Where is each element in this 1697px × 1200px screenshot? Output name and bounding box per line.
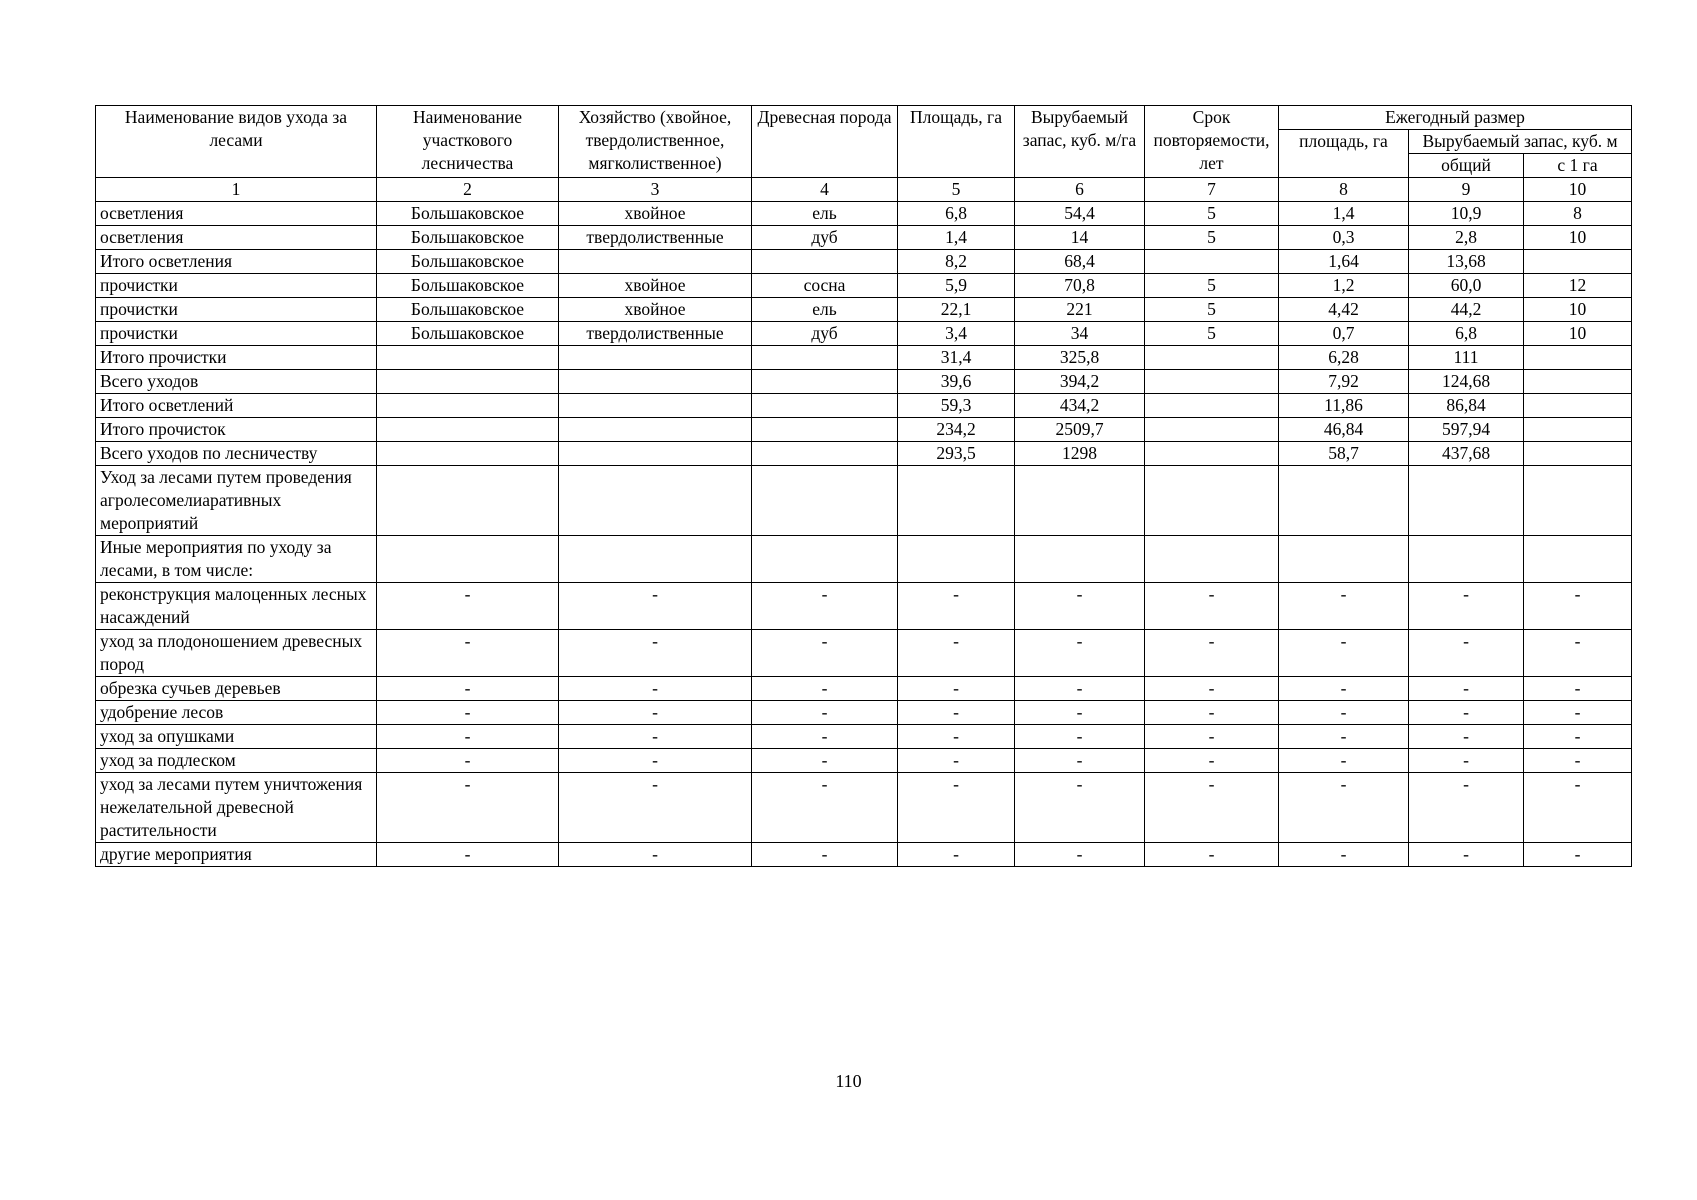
table-row [96,226,1632,250]
column-number-row [96,178,1632,202]
cell-volume: - [1015,749,1145,773]
cell-volume-total: 44,2 [1409,298,1524,322]
table-row [96,677,1632,701]
cell-species: ель [752,202,898,226]
cell-economy: - [559,701,752,725]
cell-volume-per-ha: 10 [1524,322,1632,346]
cell-repeat-period [1145,370,1279,394]
cell-repeat-period: - [1145,583,1279,630]
cell-economy: - [559,583,752,630]
cell-repeat-period: - [1145,701,1279,725]
cell-species: - [752,725,898,749]
cell-volume-per-ha [1524,250,1632,274]
cell-volume-per-ha: - [1524,677,1632,701]
cell-economy: хвойное [559,202,752,226]
cell-economy [559,370,752,394]
cell-forestry: - [377,843,559,867]
cell-repeat-period [1145,250,1279,274]
cell-annual-area: - [1279,773,1409,843]
cell-annual-area: 1,4 [1279,202,1409,226]
cell-area: - [898,677,1015,701]
cell-forestry: Большаковское [377,202,559,226]
cell-volume: - [1015,843,1145,867]
cell-volume: - [1015,630,1145,677]
cell-species [752,442,898,466]
cell-species [752,418,898,442]
cell-care-type: уход за подлеском [96,749,377,773]
cell-volume-per-ha: 12 [1524,274,1632,298]
cell-species: - [752,749,898,773]
cell-volume-per-ha: - [1524,843,1632,867]
cell-species [752,370,898,394]
cell-forestry: Большаковское [377,250,559,274]
column-number: 5 [898,178,1015,202]
cell-care-type: Итого осветлений [96,394,377,418]
cell-volume: - [1015,725,1145,749]
header-species: Древесная порода [752,106,898,178]
cell-annual-area: - [1279,630,1409,677]
cell-repeat-period [1145,466,1279,536]
table-row [96,250,1632,274]
table-row [96,346,1632,370]
cell-annual-area [1279,466,1409,536]
cell-area: - [898,773,1015,843]
cell-area: - [898,583,1015,630]
cell-forestry [377,466,559,536]
cell-area: - [898,843,1015,867]
cell-species: - [752,843,898,867]
cell-volume-total: 124,68 [1409,370,1524,394]
table-row [96,630,1632,677]
table-row [96,843,1632,867]
cell-care-type: прочистки [96,298,377,322]
cell-forestry: - [377,773,559,843]
table-row [96,536,1632,583]
cell-volume-per-ha [1524,346,1632,370]
cell-economy [559,418,752,442]
cell-repeat-period: 5 [1145,322,1279,346]
cell-forestry: - [377,583,559,630]
cell-repeat-period: 5 [1145,274,1279,298]
cell-species: ель [752,298,898,322]
cell-volume: - [1015,583,1145,630]
cell-repeat-period: - [1145,773,1279,843]
table-row [96,202,1632,226]
cell-area: 39,6 [898,370,1015,394]
cell-annual-area: - [1279,583,1409,630]
table-row [96,466,1632,536]
header-volume: Вырубаемый запас, куб. м/га [1015,106,1145,178]
table-row [96,701,1632,725]
cell-care-type: Уход за лесами путем проведения агролесомелиаративных мероприятий [96,466,377,536]
cell-forestry: - [377,677,559,701]
cell-economy [559,466,752,536]
page-number: 110 [835,1071,862,1091]
cell-volume: - [1015,701,1145,725]
cell-area: 6,8 [898,202,1015,226]
cell-annual-area: - [1279,749,1409,773]
cell-species: - [752,773,898,843]
cell-volume-per-ha: 10 [1524,226,1632,250]
cell-area: 59,3 [898,394,1015,418]
column-number: 7 [1145,178,1279,202]
cell-forestry: - [377,630,559,677]
cell-forestry [377,418,559,442]
cell-annual-area: - [1279,701,1409,725]
cell-care-type: осветления [96,226,377,250]
cell-economy: хвойное [559,298,752,322]
cell-species: - [752,630,898,677]
cell-care-type: осветления [96,202,377,226]
cell-volume-per-ha: - [1524,773,1632,843]
table-row [96,274,1632,298]
cell-volume-per-ha [1524,418,1632,442]
cell-area: 293,5 [898,442,1015,466]
cell-repeat-period: 5 [1145,226,1279,250]
cell-care-type: уход за плодоношением древесных пород [96,630,377,677]
cell-area [898,466,1015,536]
cell-volume: 68,4 [1015,250,1145,274]
table-header [96,106,1632,202]
cell-species [752,394,898,418]
cell-volume-per-ha [1524,466,1632,536]
table-row [96,394,1632,418]
cell-forestry: - [377,749,559,773]
cell-volume-per-ha: - [1524,749,1632,773]
cell-annual-area: 0,7 [1279,322,1409,346]
cell-volume-total: - [1409,843,1524,867]
cell-area: - [898,749,1015,773]
cell-volume: 70,8 [1015,274,1145,298]
header-repeat-period: Срок повторяемости, лет [1145,106,1279,178]
cell-repeat-period: - [1145,843,1279,867]
header-annual-size: Ежегодный размер [1279,106,1632,130]
header-annual-volume: Вырубаемый запас, куб. м [1409,130,1632,154]
column-number: 2 [377,178,559,202]
cell-volume-per-ha [1524,394,1632,418]
cell-volume-total: 597,94 [1409,418,1524,442]
cell-volume: 34 [1015,322,1145,346]
cell-volume: - [1015,773,1145,843]
cell-species [752,346,898,370]
cell-volume-total: 111 [1409,346,1524,370]
cell-repeat-period: - [1145,630,1279,677]
table-row [96,749,1632,773]
table-row [96,298,1632,322]
cell-care-type: Всего уходов по лесничеству [96,442,377,466]
cell-economy [559,394,752,418]
cell-volume-total: 60,0 [1409,274,1524,298]
cell-volume-total: - [1409,773,1524,843]
cell-volume-total: 86,84 [1409,394,1524,418]
cell-volume-total: - [1409,630,1524,677]
cell-repeat-period: - [1145,677,1279,701]
column-number: 10 [1524,178,1632,202]
cell-economy [559,250,752,274]
cell-area: 3,4 [898,322,1015,346]
cell-area: 22,1 [898,298,1015,322]
cell-area: 31,4 [898,346,1015,370]
cell-volume-total: - [1409,749,1524,773]
header-volume-per-ha: с 1 га [1524,154,1632,178]
table-row [96,773,1632,843]
cell-volume: 54,4 [1015,202,1145,226]
cell-economy: - [559,773,752,843]
cell-economy: - [559,677,752,701]
cell-area: 1,4 [898,226,1015,250]
cell-care-type: Итого прочисток [96,418,377,442]
cell-care-type: Всего уходов [96,370,377,394]
table-row [96,442,1632,466]
column-number: 3 [559,178,752,202]
cell-volume: 1298 [1015,442,1145,466]
cell-annual-area: 7,92 [1279,370,1409,394]
cell-species: - [752,583,898,630]
cell-economy [559,346,752,370]
cell-economy: - [559,843,752,867]
cell-annual-area: - [1279,677,1409,701]
cell-care-type: уход за лесами путем уничтожения нежелательной древесной растительности [96,773,377,843]
cell-repeat-period: 5 [1145,298,1279,322]
cell-annual-area: 1,2 [1279,274,1409,298]
cell-volume-total: - [1409,583,1524,630]
cell-economy: хвойное [559,274,752,298]
cell-volume-per-ha: 10 [1524,298,1632,322]
table-row [96,583,1632,630]
cell-annual-area: 1,64 [1279,250,1409,274]
cell-care-type: удобрение лесов [96,701,377,725]
cell-forestry: Большаковское [377,274,559,298]
cell-volume-total: - [1409,677,1524,701]
cell-repeat-period [1145,442,1279,466]
cell-species [752,466,898,536]
cell-area [898,536,1015,583]
cell-economy: - [559,725,752,749]
cell-repeat-period [1145,394,1279,418]
cell-care-type: реконструкция малоценных лесных насаждений [96,583,377,630]
cell-forestry [377,536,559,583]
cell-volume-per-ha [1524,442,1632,466]
cell-annual-area: 4,42 [1279,298,1409,322]
header-forestry: Наименование участкового лесничества [377,106,559,178]
cell-volume: 325,8 [1015,346,1145,370]
cell-volume-total: 6,8 [1409,322,1524,346]
cell-care-type: уход за опушками [96,725,377,749]
cell-volume: 14 [1015,226,1145,250]
cell-care-type: Иные мероприятия по уходу за лесами, в том числе: [96,536,377,583]
cell-volume-per-ha [1524,536,1632,583]
cell-forestry: - [377,701,559,725]
column-number: 4 [752,178,898,202]
column-number: 6 [1015,178,1145,202]
cell-volume-per-ha [1524,370,1632,394]
cell-economy [559,536,752,583]
cell-economy: - [559,630,752,677]
cell-species [752,536,898,583]
table-row [96,370,1632,394]
cell-forestry: - [377,725,559,749]
cell-species: дуб [752,226,898,250]
cell-annual-area [1279,536,1409,583]
cell-volume-total [1409,466,1524,536]
header-care-type: Наименование видов ухода за лесами [96,106,377,178]
cell-species: - [752,701,898,725]
cell-repeat-period [1145,536,1279,583]
cell-forestry: Большаковское [377,322,559,346]
cell-volume-per-ha: 8 [1524,202,1632,226]
cell-economy: твердолиственные [559,322,752,346]
cell-volume-total: - [1409,725,1524,749]
table-row [96,418,1632,442]
cell-area: 234,2 [898,418,1015,442]
cell-volume-total: 13,68 [1409,250,1524,274]
column-number: 8 [1279,178,1409,202]
cell-volume-total: 10,9 [1409,202,1524,226]
cell-care-type: другие мероприятия [96,843,377,867]
cell-annual-area: 11,86 [1279,394,1409,418]
header-economy: Хозяйство (хвойное, твердолиственное, мягколиственное) [559,106,752,178]
cell-economy [559,442,752,466]
column-number: 9 [1409,178,1524,202]
cell-volume [1015,466,1145,536]
cell-volume: 394,2 [1015,370,1145,394]
table-body [96,202,1632,867]
cell-volume-total: 437,68 [1409,442,1524,466]
table-row [96,725,1632,749]
cell-repeat-period: - [1145,749,1279,773]
cell-care-type: Итого осветления [96,250,377,274]
cell-economy: - [559,749,752,773]
cell-species: дуб [752,322,898,346]
cell-care-type: прочистки [96,322,377,346]
cell-volume-per-ha: - [1524,630,1632,677]
cell-volume-per-ha: - [1524,701,1632,725]
cell-repeat-period [1145,346,1279,370]
cell-repeat-period: - [1145,725,1279,749]
cell-annual-area: - [1279,725,1409,749]
cell-annual-area: 58,7 [1279,442,1409,466]
cell-volume: 221 [1015,298,1145,322]
cell-volume: 2509,7 [1015,418,1145,442]
cell-volume-per-ha: - [1524,583,1632,630]
cell-forestry [377,442,559,466]
table-row [96,322,1632,346]
cell-annual-area: - [1279,843,1409,867]
cell-volume: - [1015,677,1145,701]
header-area: Площадь, га [898,106,1015,178]
cell-care-type: Итого прочистки [96,346,377,370]
cell-forestry [377,346,559,370]
cell-volume-total: 2,8 [1409,226,1524,250]
cell-area: - [898,701,1015,725]
cell-forestry [377,370,559,394]
cell-area: 5,9 [898,274,1015,298]
cell-annual-area: 0,3 [1279,226,1409,250]
cell-area: - [898,725,1015,749]
cell-forestry [377,394,559,418]
cell-area: - [898,630,1015,677]
cell-repeat-period: 5 [1145,202,1279,226]
cell-care-type: обрезка сучьев деревьев [96,677,377,701]
forest-care-table [95,105,1632,867]
cell-species: сосна [752,274,898,298]
cell-forestry: Большаковское [377,298,559,322]
header-volume-total: общий [1409,154,1524,178]
cell-species [752,250,898,274]
cell-species: - [752,677,898,701]
cell-forestry: Большаковское [377,226,559,250]
column-number: 1 [96,178,377,202]
cell-repeat-period [1145,418,1279,442]
cell-care-type: прочистки [96,274,377,298]
cell-annual-area: 6,28 [1279,346,1409,370]
cell-economy: твердолиственные [559,226,752,250]
cell-volume-total [1409,536,1524,583]
cell-area: 8,2 [898,250,1015,274]
header-annual-area: площадь, га [1279,130,1409,178]
cell-volume [1015,536,1145,583]
cell-volume-total: - [1409,701,1524,725]
cell-volume-per-ha: - [1524,725,1632,749]
cell-volume: 434,2 [1015,394,1145,418]
cell-annual-area: 46,84 [1279,418,1409,442]
